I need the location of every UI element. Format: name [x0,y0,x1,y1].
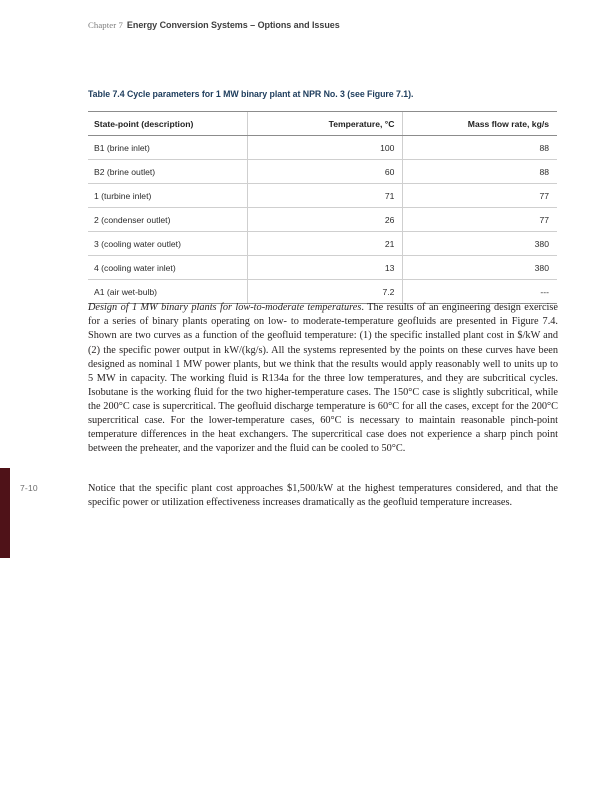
chapter-edge-tab [0,468,10,558]
cell-mass-flow: 88 [403,160,557,184]
cell-mass-flow: 77 [403,208,557,232]
cell-temperature: 26 [248,208,403,232]
table-header-row [88,112,557,136]
paragraph-body: Notice that the specific plant cost approaches $1,500/kW at the highest temperatures considered, and that the specific power or utilization effectiveness increases dramatically as the geofluid temperature increases. [88,483,558,509]
cell-state-point: 4 (cooling water inlet) [88,256,248,280]
table-head [88,112,557,136]
table-row [88,184,557,208]
cell-state-point: 2 (condenser outlet) [88,208,248,232]
paragraph-design [88,301,558,456]
table-row [88,256,557,280]
paragraph-lead-in: Design of 1 MW binary plants for low-to-moderate temperatures [88,302,362,314]
table-row [88,280,557,304]
paragraph-notice [88,482,558,510]
table-row [88,232,557,256]
cell-temperature: 71 [248,184,403,208]
running-head-chapter-label: Chapter 7 [88,20,123,30]
table-row [88,208,557,232]
cell-state-point: 1 (turbine inlet) [88,184,248,208]
column-header-temperature: Temperature, °C [248,112,403,136]
table-row [88,160,557,184]
table-row [88,136,557,160]
cell-mass-flow: --- [403,280,557,304]
cell-mass-flow: 380 [403,256,557,280]
cell-temperature: 100 [248,136,403,160]
running-head-chapter-title: Energy Conversion Systems – Options and Issues [126,20,340,30]
cell-temperature: 7.2 [248,280,403,304]
cycle-parameters-table [88,111,557,304]
cell-state-point: B1 (brine inlet) [88,136,248,160]
cell-state-point: 3 (cooling water outlet) [88,232,248,256]
page-number: 7-10 [20,483,38,493]
cell-state-point: A1 (air wet-bulb) [88,280,248,304]
cell-mass-flow: 380 [403,232,557,256]
running-head [88,15,340,33]
paragraph-body: . The results of an engineering design exercise for a series of binary plants operating on low- to moderate-temperature geofluids are presented in Figure 7.4. Shown are two curves as a function of the geofluid temperature: (1) the specific installed plant cost in $/kW and (2) the specific power output in kW/(kg/s). All the systems represented by the points on these curves have been designed as nominal 1 MW power plants, but we think that the results would apply reasonably well to units up to 5 MW in capacity. The working fluid is R134a for the three low temperatures, and they are subcritical cycles. Isobutane is the working fluid for the two higher-temperature cases. The 150°C case is slightly subcritical, while the 200°C case is supercritical. The geofluid discharge temperature is 60°C for all the cases, except for the 200°C supercritical case. For the lower-temperature cases, 60°C is necessary to maintain reasonable pinch-point temperature differences in the heat exchangers. The supercritical case does not experience a sharp pinch point between the preheater, and the vaporizer and the fluid can be cooled to 50°C. [88,302,558,455]
cell-mass-flow: 88 [403,136,557,160]
cell-mass-flow: 77 [403,184,557,208]
column-header-mass-flow-rate: Mass flow rate, kg/s [403,112,557,136]
cell-state-point: B2 (brine outlet) [88,160,248,184]
table-caption: Table 7.4 Cycle parameters for 1 MW binary plant at NPR No. 3 (see Figure 7.1). [88,89,414,99]
cell-temperature: 60 [248,160,403,184]
table-body [88,136,557,304]
column-header-state-point: State-point (description) [88,112,248,136]
cell-temperature: 21 [248,232,403,256]
cell-temperature: 13 [248,256,403,280]
